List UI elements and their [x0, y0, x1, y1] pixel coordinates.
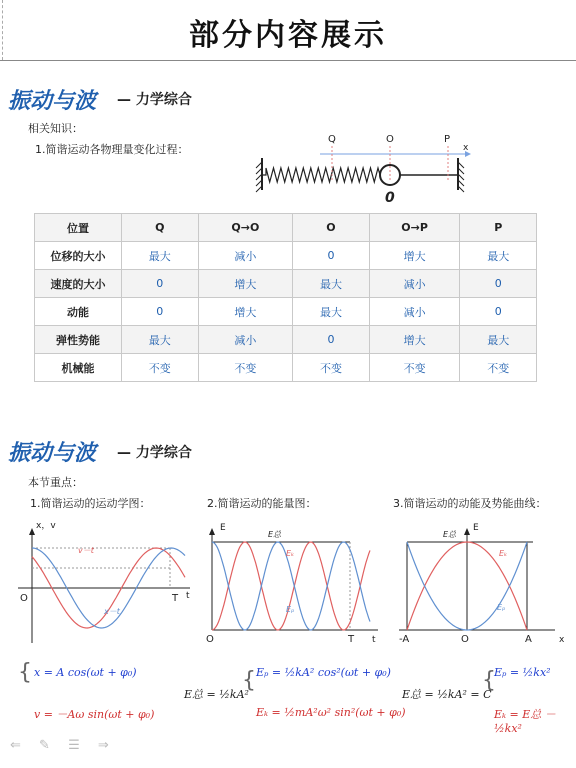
- table-cell: 减小: [369, 298, 460, 326]
- table-cell: 增大: [198, 270, 293, 298]
- eq-v: v = －Aω sin(ωt + φ₀): [34, 708, 155, 721]
- fig3-origin: O: [461, 634, 469, 645]
- table-cell: 不变: [122, 354, 199, 382]
- eq-ek-3: Eₖ = E总 － ½kx²: [494, 708, 556, 735]
- e-axis-arrow: [464, 528, 470, 535]
- table-cell: 0: [122, 298, 199, 326]
- brace-1: {: [18, 660, 32, 685]
- fig2-ep-label: Eₚ: [286, 605, 295, 614]
- label-x: x: [463, 143, 469, 153]
- pen-icon[interactable]: ✎: [39, 738, 50, 753]
- y-axis-arrow: [209, 528, 215, 535]
- fig3-ylabel: E: [473, 523, 479, 533]
- brace-3: {: [482, 668, 496, 693]
- table-header-cell: O→P: [369, 214, 460, 242]
- spring-coil: [262, 168, 380, 182]
- slide-brand: 振动与波: [8, 440, 97, 466]
- slide-brand: 振动与波: [8, 88, 97, 114]
- table-header-cell: 位置: [35, 214, 122, 242]
- table-header-cell: Q→O: [198, 214, 293, 242]
- eq-ep-2: Eₚ = ½kA² cos²(ωt + φ₀): [256, 666, 391, 679]
- eq-x: x = A cos(ωt + φ₀): [34, 666, 137, 679]
- table-header-cell: Q: [122, 214, 199, 242]
- energy-position-graph: [395, 518, 570, 648]
- fig2-t-tick: T: [348, 634, 355, 645]
- table-cell: 0: [460, 270, 537, 298]
- fig3-e-total-label: E总: [443, 530, 457, 539]
- table-row: [35, 354, 537, 382]
- table-header-cell: O: [293, 214, 370, 242]
- table-cell: 最大: [293, 298, 370, 326]
- title-divider: [0, 60, 576, 61]
- table-row: [35, 270, 537, 298]
- fig2-ylabel: E: [220, 523, 226, 533]
- table-cell: 减小: [198, 242, 293, 270]
- table-cell: 增大: [369, 242, 460, 270]
- eq-e-total-2: E总 = ½kA²: [184, 688, 249, 701]
- table-row: [35, 298, 537, 326]
- y-axis-arrow: [29, 528, 35, 535]
- page-title: 部分内容展示: [189, 18, 387, 53]
- eq-ek-2: Eₖ = ½mA²ω² sin²(ωt + φ₀): [256, 706, 406, 719]
- slide-subtitle: — 力学综合: [117, 92, 192, 108]
- label-o: O: [386, 134, 394, 145]
- fig1-t-axis-label: t: [186, 591, 190, 601]
- table-cell: 增大: [369, 326, 460, 354]
- table-cell: 0: [293, 326, 370, 354]
- table-cell: 增大: [198, 298, 293, 326]
- table-cell: 最大: [460, 242, 537, 270]
- fig2-origin: O: [206, 634, 214, 645]
- eq-e-total-3: E总 = ½kA² = C: [402, 688, 492, 701]
- fig3-caption: 3.简谐运动的动能及势能曲线：: [393, 497, 547, 510]
- fig3-x-axis-label: x: [559, 635, 565, 645]
- arrow-left-icon[interactable]: ⇐: [10, 738, 21, 753]
- spring-oscillator-diagram: [250, 128, 480, 208]
- fig3-ek-label: Eₖ: [499, 549, 508, 558]
- label-p: P: [444, 134, 451, 145]
- label-q: Q: [328, 134, 336, 145]
- table-cell: 不变: [460, 354, 537, 382]
- table-cell: 最大: [293, 270, 370, 298]
- fig3-ep-label: Eₚ: [497, 603, 506, 612]
- v-t-label: v－t: [78, 546, 94, 555]
- intro-label: 相关知识：: [28, 122, 83, 135]
- table-header-row: [35, 214, 537, 242]
- slide-subtitle: — 力学综合: [117, 445, 192, 461]
- arrow-right-icon[interactable]: ⇒: [97, 738, 109, 753]
- table-row: [35, 326, 537, 354]
- eq-ep-3: Eₚ = ½kx²: [494, 666, 551, 679]
- slide-1: [0, 70, 576, 390]
- fig3-neg-a: -A: [399, 634, 410, 645]
- table-cell: 最大: [122, 242, 199, 270]
- table-cell: 0: [293, 242, 370, 270]
- brace-2: {: [242, 668, 256, 693]
- fig2-ek-label: Eₖ: [286, 549, 295, 558]
- table-cell: 0: [122, 270, 199, 298]
- energy-time-graph: [200, 518, 385, 648]
- quantity-table: [34, 213, 537, 382]
- table-cell: 减小: [369, 270, 460, 298]
- slide-2: [0, 430, 576, 768]
- fig2-caption: 2.简谐运动的能量图：: [207, 497, 317, 510]
- fig3-pos-a: A: [525, 634, 532, 645]
- row-label: 速度的大小: [35, 270, 122, 298]
- table-header-cell: P: [460, 214, 537, 242]
- fig1-t-tick: T: [172, 593, 179, 604]
- table-cell: 减小: [198, 326, 293, 354]
- fig1-origin: O: [20, 593, 28, 604]
- table-cell: 不变: [293, 354, 370, 382]
- row-label: 机械能: [35, 354, 122, 382]
- intro-label: 本节重点：: [28, 476, 83, 489]
- fig1-caption: 1.简谐运动的运动学图：: [30, 497, 151, 510]
- row-label: 动能: [35, 298, 122, 326]
- table-cell: 0: [460, 298, 537, 326]
- fig1-ylabel: x，v: [36, 521, 56, 531]
- menu-icon[interactable]: ☰: [68, 738, 80, 753]
- table-cell: 最大: [460, 326, 537, 354]
- fig2-t-axis-label: t: [372, 635, 376, 645]
- row-label: 位移的大小: [35, 242, 122, 270]
- table-cell: 最大: [122, 326, 199, 354]
- x-t-label: x－t: [104, 607, 120, 616]
- fig2-e-total-label: E总: [268, 530, 282, 539]
- kinematics-graph: [10, 518, 195, 648]
- section-heading: 1.简谐运动各物理量变化过程：: [35, 143, 189, 156]
- table-row: [35, 242, 537, 270]
- table-cell: 不变: [198, 354, 293, 382]
- label-zero: 0: [385, 190, 395, 206]
- slide-toolbar: [10, 738, 109, 753]
- table-cell: 不变: [369, 354, 460, 382]
- row-label: 弹性势能: [35, 326, 122, 354]
